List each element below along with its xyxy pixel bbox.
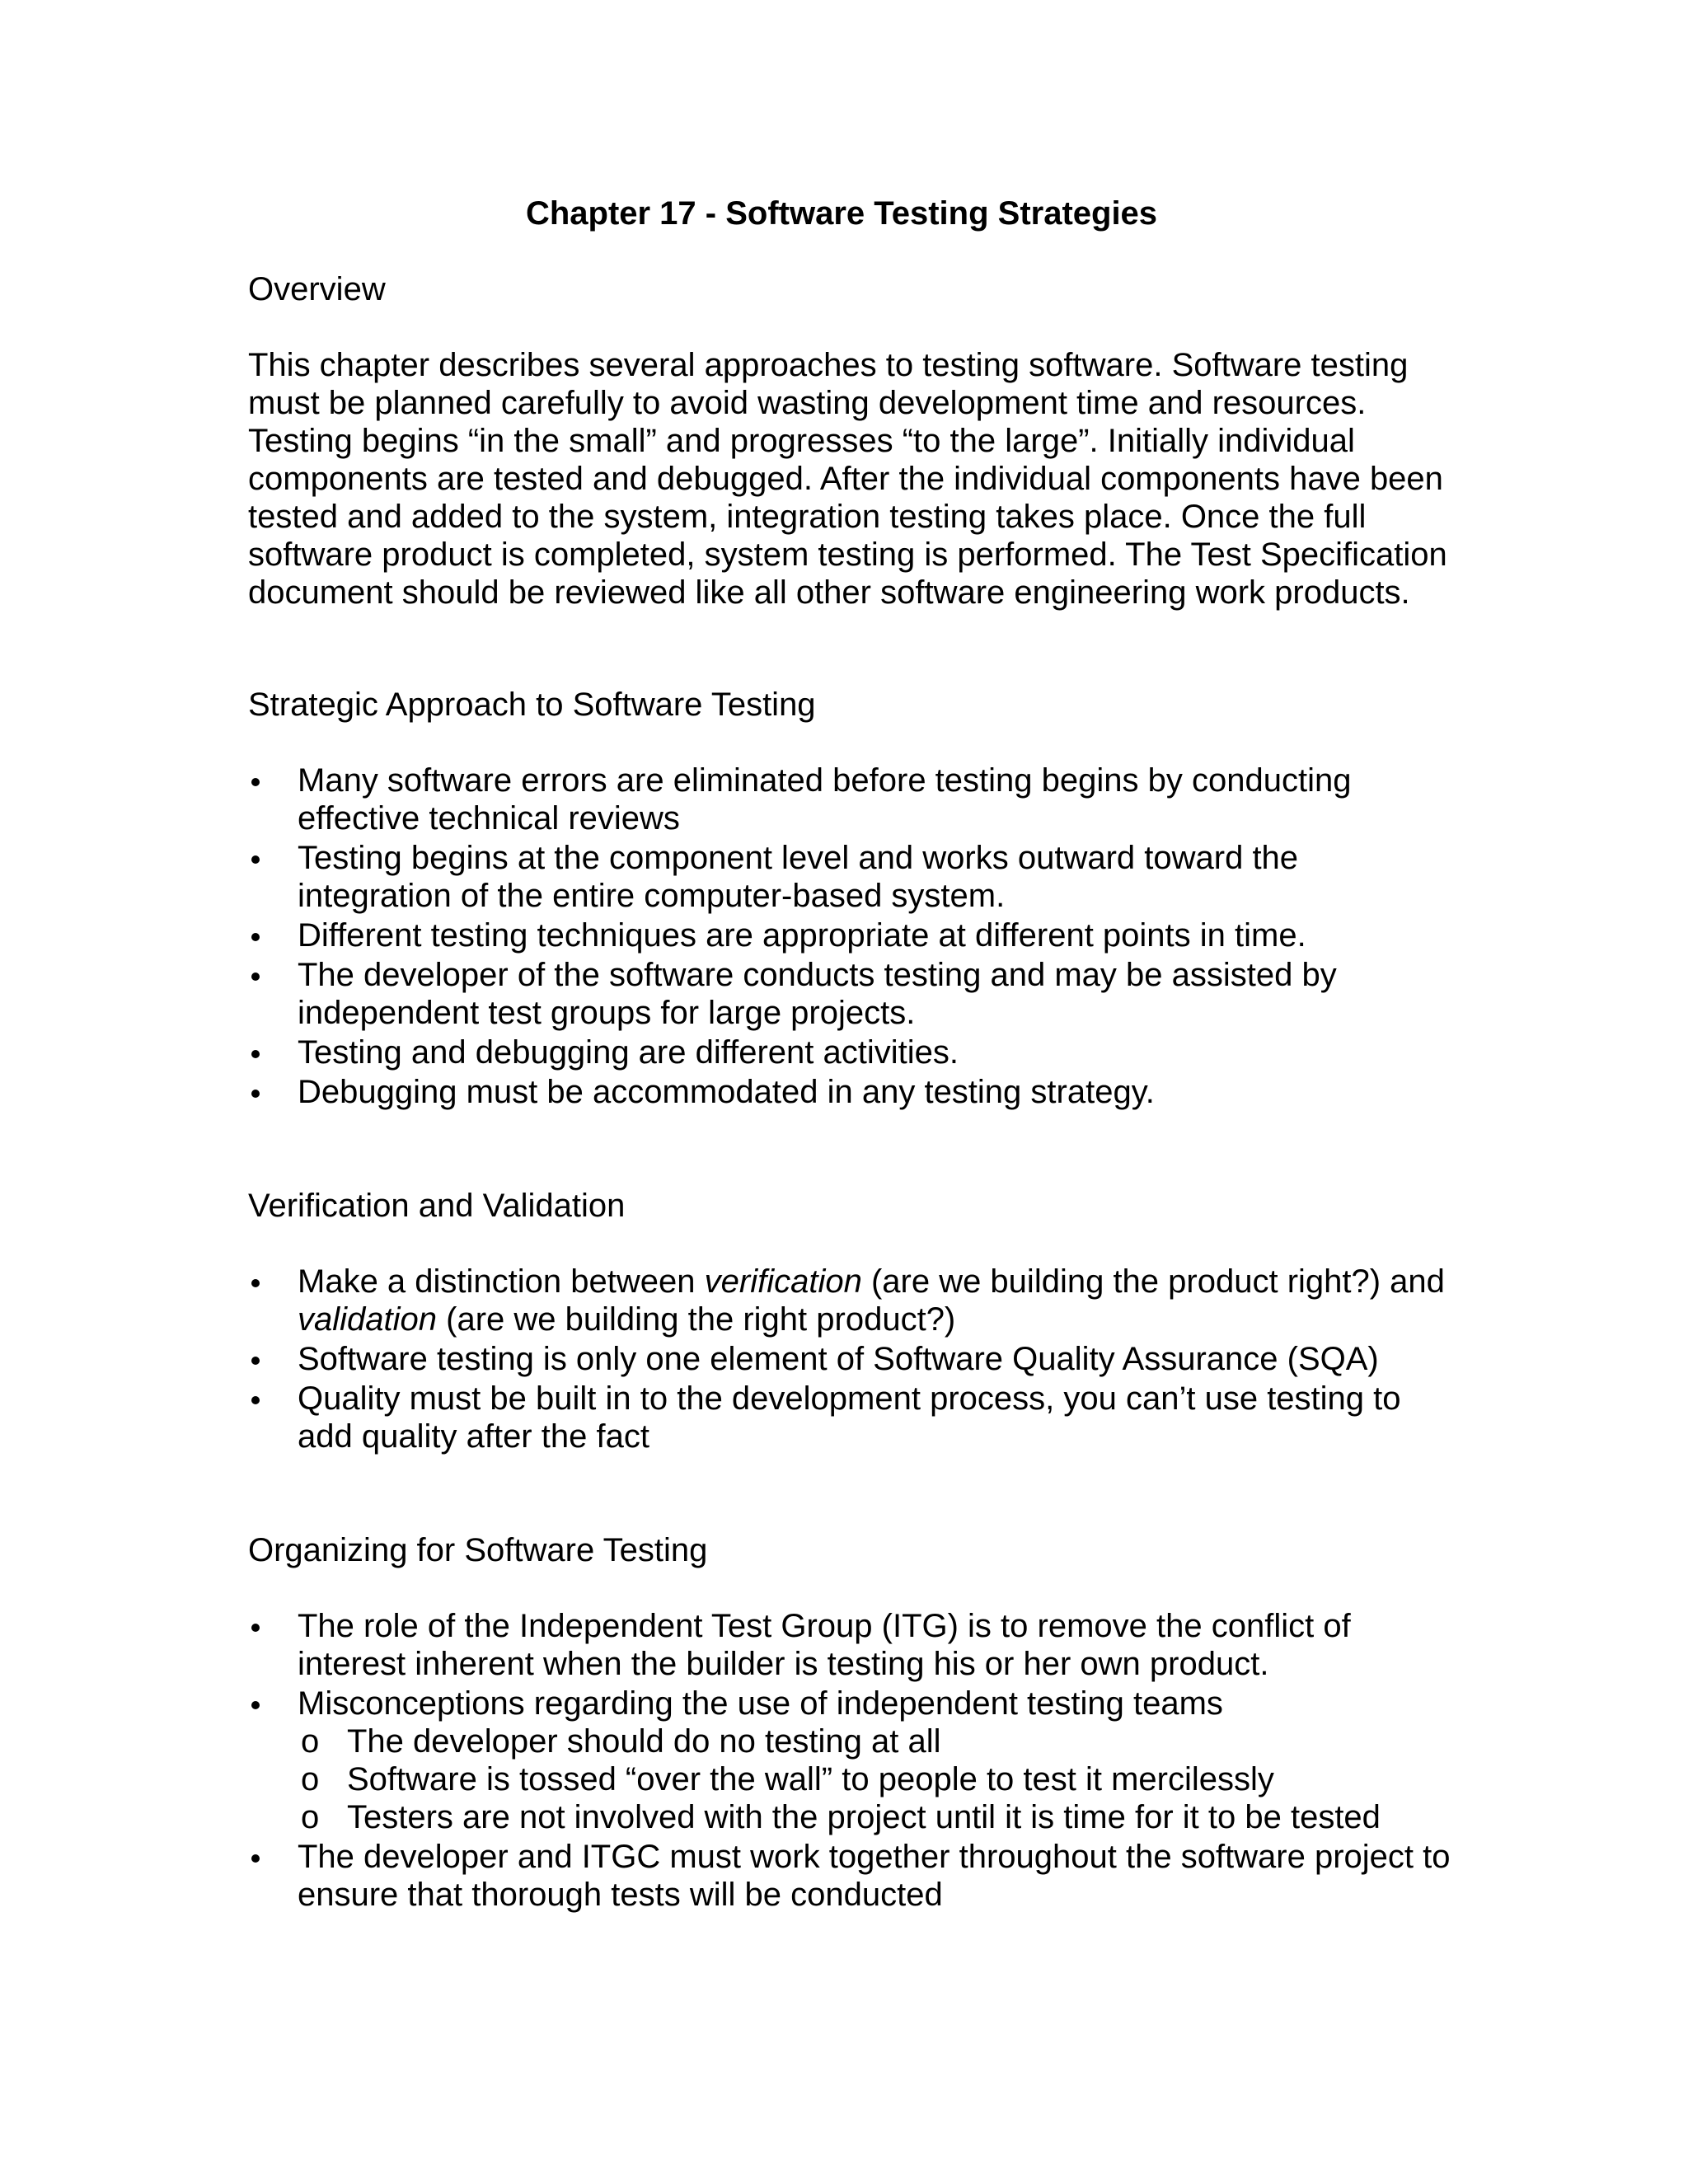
organizing-list (248, 1607, 1451, 1914)
list-item: Testing begins at the component level and works outward toward the integration of the entire computer-based system. (298, 840, 1299, 914)
document-content (248, 194, 1451, 1915)
list-item: Software testing is only one element of Software Quality Assurance (SQA) (298, 1341, 1379, 1377)
sub-list-item: o The developer should do no testing at all (301, 1723, 941, 1760)
list-item: Misconceptions regarding the use of independent testing teams o The developer should do no testing at all o Software is tossed “over the wall” to people to test it mercilessly o Testers are not involved with the project until it is time for it to be tested (248, 1685, 1451, 1836)
overview-paragraph: This chapter describes several approaches to testing software. Software testing must be planned carefully to avoid wasting development time and resources. Testing begins “in the small” and progresses “to the large”. Initially individual components are tested and debugged. After the individual components have been tested and added to the system, integration testing takes place. Once the full software product is completed, system testing is performed. The Test Specification document should be reviewed like all other software engineering work products. (248, 347, 1447, 611)
spacer (248, 1113, 1451, 1187)
strategic-list (248, 762, 1451, 1111)
organizing-heading: Organizing for Software Testing (248, 1532, 708, 1568)
spacer (248, 1457, 1451, 1531)
list-item: Testing and debugging are different activities. (298, 1034, 959, 1071)
spacer (248, 612, 1451, 686)
sub-list-item: o Software is tossed “over the wall” to people to test it mercilessly (301, 1761, 1274, 1797)
strategic-heading: Strategic Approach to Software Testing (248, 687, 816, 723)
circle-bullet-icon: o (301, 1799, 320, 1835)
sub-list-item: o Testers are not involved with the project until it is time for it to be tested (301, 1799, 1381, 1835)
vv-heading: Verification and Validation (248, 1188, 626, 1224)
list-item: Quality must be built in to the development process, you can’t use testing to add quality after the fact (298, 1380, 1401, 1455)
list-item: The developer of the software conducts testing and may be assisted by independent test groups for large projects. (298, 957, 1337, 1031)
list-item: Make a distinction between verification (are we building the product right?) and validation (are we building the right product?) (298, 1263, 1445, 1338)
list-item: Different testing techniques are appropriate at different points in time. (298, 917, 1306, 954)
term-verification: verification (704, 1263, 862, 1300)
circle-bullet-icon: o (301, 1761, 320, 1797)
circle-bullet-icon: o (301, 1723, 320, 1760)
overview-heading: Overview (248, 271, 386, 307)
list-item: The role of the Independent Test Group (ITG) is to remove the conflict of interest inherent when the builder is testing his or her own product. (298, 1608, 1351, 1682)
list-item: Debugging must be accommodated in any testing strategy. (298, 1074, 1155, 1110)
vv-list (248, 1263, 1451, 1455)
term-validation: validation (298, 1301, 438, 1338)
list-item: Many software errors are eliminated before testing begins by conducting effective technical reviews (298, 762, 1352, 837)
list-item: The developer and ITGC must work together throughout the software project to ensure that thorough tests will be conducted (298, 1839, 1451, 1913)
chapter-title: Chapter 17 - Software Testing Strategies (525, 195, 1158, 232)
misconceptions-sublist (298, 1722, 1451, 1836)
